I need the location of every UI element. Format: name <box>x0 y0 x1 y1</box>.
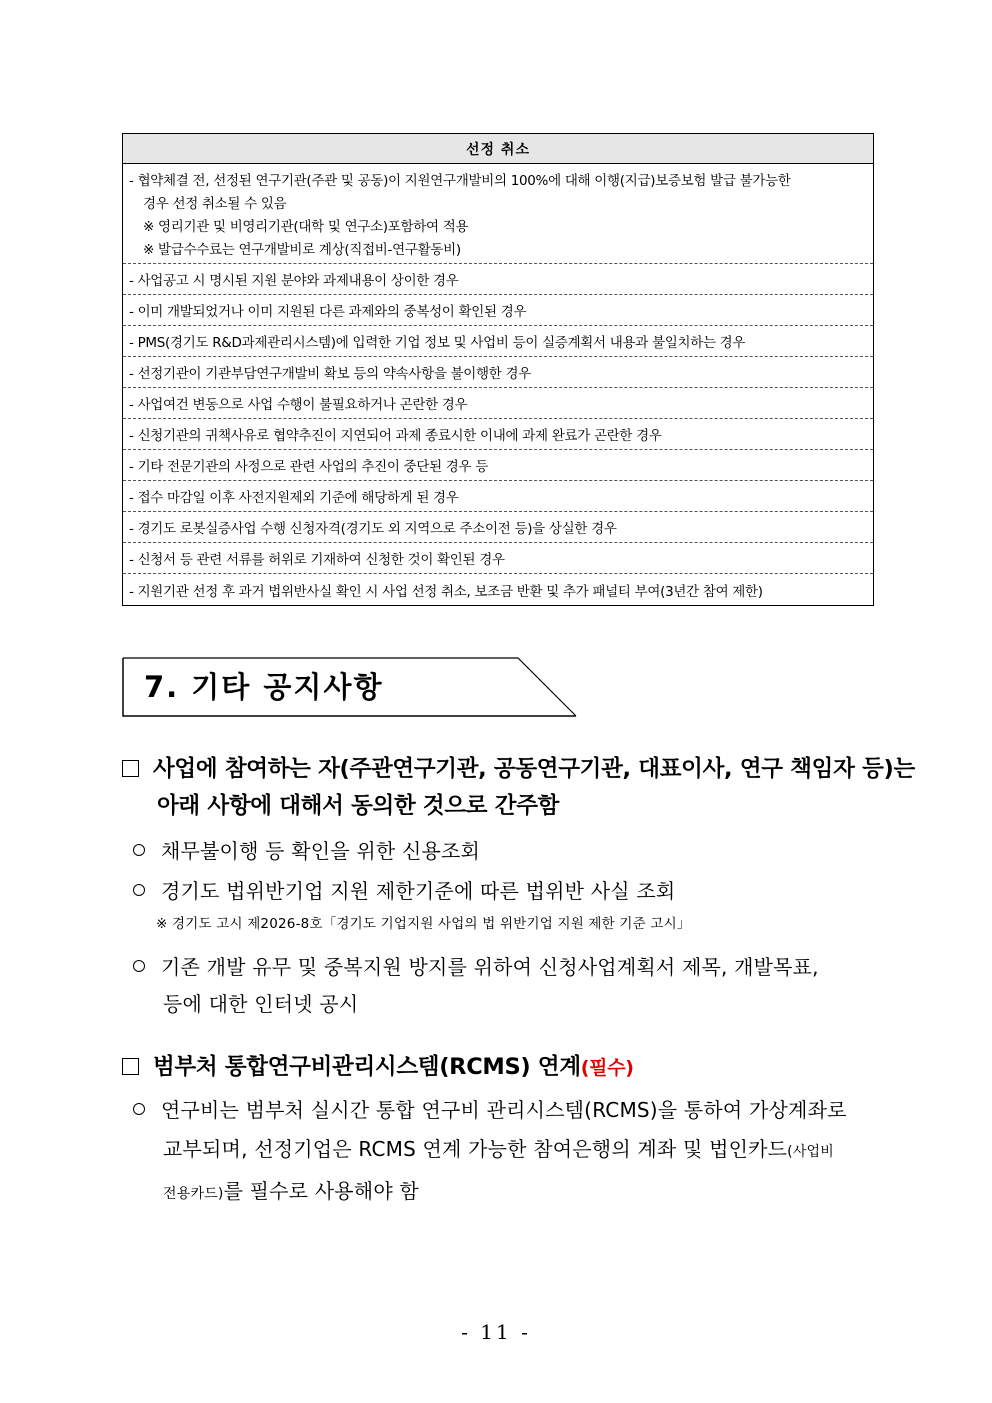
table-row: - 신청기관의 귀책사유로 협약추진이 지연되어 과제 종료시한 이내에 과제 완료가 곤란한 경우 <box>123 419 873 450</box>
table-row <box>123 164 873 264</box>
rcms-heading <box>122 1049 634 1087</box>
consent-item-text: 채무불이행 등 확인을 위한 신용조회 <box>161 839 481 863</box>
required-badge: (필수) <box>580 1057 634 1079</box>
circle-bullet-icon <box>133 1103 145 1115</box>
consent-item-credit <box>133 833 480 870</box>
consent-heading <box>122 751 915 825</box>
rcms-item-text: 를 필수로 사용해야 함 <box>223 1179 419 1203</box>
rcms-item-text: 교부되며, 선정기업은 RCMS 연계 가능한 참여은행의 계좌 및 법인카드 <box>163 1137 788 1161</box>
rcms-item <box>133 1092 847 1213</box>
table-row: - 이미 개발되었거나 이미 지원된 다른 과제와의 중복성이 확인된 경우 <box>123 295 873 326</box>
table-row: - PMS(경기도 R&D과제관리시스템)에 입력한 기업 정보 및 사업비 등이 실증계획서 내용과 불일치하는 경우 <box>123 326 873 357</box>
row-text: - 협약체결 전, 선정된 연구기관(주관 및 공동)이 지원연구개발비의 100%에 대해 이행(지급)보증보험 발급 불가능한 <box>129 173 791 189</box>
circle-bullet-icon <box>133 960 145 972</box>
rcms-heading-text: 범부처 통합연구비관리시스템(RCMS) 연계 <box>153 1054 581 1080</box>
checkbox-square-icon <box>122 1058 139 1075</box>
table-row: - 사업공고 시 명시된 지원 분야와 과제내용이 상이한 경우 <box>123 264 873 295</box>
section-title <box>122 657 578 717</box>
table-row: - 선정기관이 기관부담연구개발비 확보 등의 약속사항을 불이행한 경우 <box>123 357 873 388</box>
checkbox-square-icon <box>122 760 139 777</box>
circle-bullet-icon <box>133 884 145 896</box>
consent-heading-line2: 아래 사항에 대해서 동의한 것으로 간주함 <box>157 793 560 819</box>
notice-reference-note: ※ 경기도 고시 제2026-8호「경기도 기업지원 사업의 법 위반기업 지원 제한 기준 고시」 <box>156 916 691 932</box>
section-title-text: 7. 기타 공지사항 <box>144 670 384 704</box>
rcms-item-small-text: (사업비 <box>787 1144 834 1160</box>
consent-item-text: 경기도 법위반기업 지원 제한기준에 따른 법위반 사실 조회 <box>161 879 676 903</box>
rcms-item-small-text: 전용카드) <box>163 1186 224 1202</box>
table-row: - 경기도 로봇실증사업 수행 신청자격(경기도 외 지역으로 주소이전 등)을 상실한 경우 <box>123 512 873 543</box>
page-number: - 11 - <box>461 1320 531 1344</box>
consent-item-text-continued: 등에 대한 인터넷 공시 <box>163 992 359 1016</box>
table-header: 선정 취소 <box>123 134 873 164</box>
circle-bullet-icon <box>133 844 145 856</box>
consent-item-violation <box>133 873 675 910</box>
row-text-continued: 경우 선정 취소될 수 있음 <box>143 196 287 212</box>
rcms-item-text: 연구비는 범부처 실시간 통합 연구비 관리시스템(RCMS)을 통하여 가상계좌로 <box>161 1098 847 1122</box>
consent-heading-line1: 사업에 참여하는 자(주관연구기관, 공동연구기관, 대표이사, 연구 책임자 등)는 <box>153 756 915 782</box>
table-row: - 지원기관 선정 후 과거 법위반사실 확인 시 사업 선정 취소, 보조금 반환 및 추가 패널티 부여(3년간 참여 제한) <box>129 583 763 600</box>
consent-item-text: 기존 개발 유무 및 중복지원 방지를 위하여 신청사업계획서 제목, 개발목표, <box>161 955 819 979</box>
row-note: ※ 발급수수료는 연구개발비로 계상(직접비-연구활동비) <box>143 242 461 258</box>
rcms-item-line3 <box>133 1173 847 1213</box>
table-row: - 기타 전문기관의 사정으로 관련 사업의 추진이 중단된 경우 등 <box>123 450 873 481</box>
table-row: - 사업여건 변동으로 사업 수행이 불필요하거나 곤란한 경우 <box>123 388 873 419</box>
consent-item-disclosure <box>133 949 819 1023</box>
row-note: ※ 영리기관 및 비영리기관(대학 및 연구소)포함하여 적용 <box>143 219 469 235</box>
table-row: - 접수 마감일 이후 사전지원제외 기준에 해당하게 된 경우 <box>123 481 873 512</box>
table-row: - 신청서 등 관련 서류를 허위로 기재하여 신청한 것이 확인된 경우 <box>123 543 873 574</box>
rcms-item-line2 <box>133 1131 847 1171</box>
selection-cancellation-table <box>122 133 874 606</box>
